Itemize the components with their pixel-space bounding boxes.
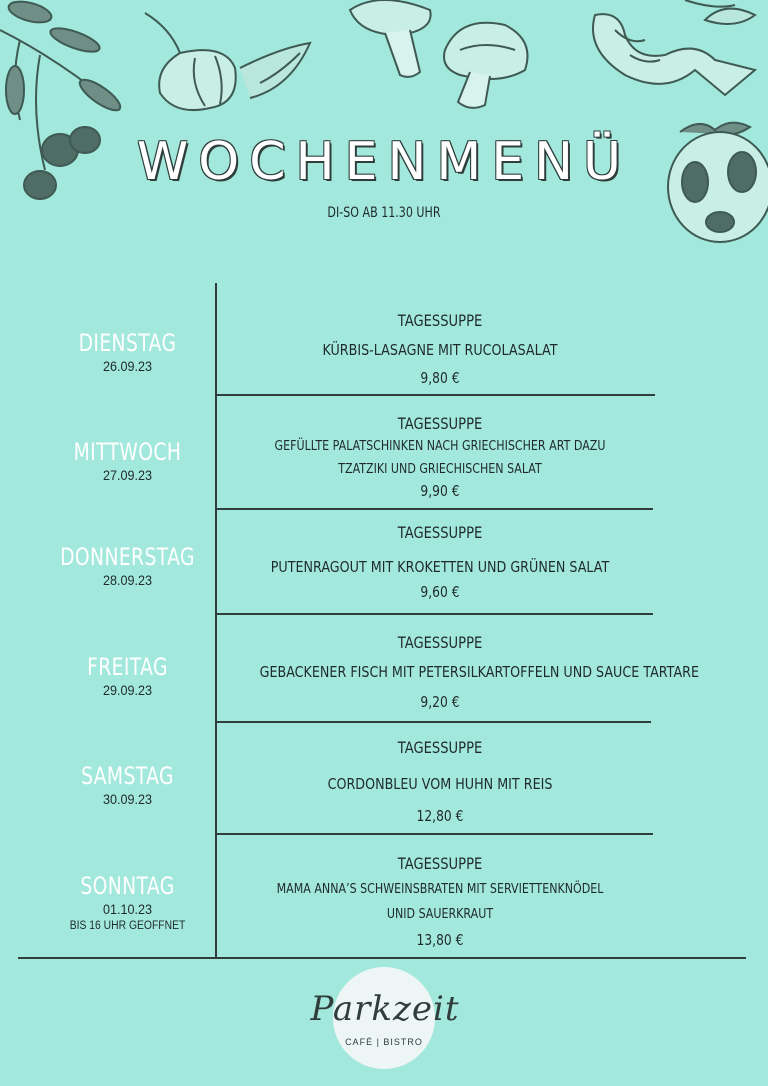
day-date: 28.09.23 [102, 572, 153, 588]
dish-continued: TZATZIKI UND GRIECHISCHEN SALAT [338, 461, 542, 477]
price: 12,80 € [416, 807, 464, 825]
day-label-dienstag [40, 330, 215, 376]
day-name: MITTWOCH [73, 438, 182, 466]
day-label-freitag [40, 654, 215, 700]
row-divider [215, 833, 653, 835]
row-divider [215, 394, 655, 396]
price: 9,90 € [420, 482, 460, 500]
logo-script: Parkzeit [310, 989, 460, 1029]
price: 13,80 € [416, 931, 464, 949]
soup: TAGESSUPPE [397, 633, 483, 652]
price: 9,20 € [420, 693, 460, 711]
day-name: SAMSTAG [81, 762, 174, 790]
day-label-samstag [40, 763, 215, 809]
shrimp-icon [585, 0, 765, 105]
day-date: 01.10.23 [102, 901, 153, 917]
dish-continued: UNID SAUERKRAUT [386, 906, 494, 922]
opening-hours: DI-SO AB 11.30 UHR [327, 205, 441, 221]
bottom-divider [18, 957, 746, 959]
row-divider [215, 721, 651, 723]
day-name: DONNERSTAG [60, 543, 195, 571]
dish: PUTENRAGOUT MIT KROKETTEN UND GRÜNEN SALAT [270, 558, 610, 576]
row-divider [215, 508, 653, 510]
logo-tagline: CAFÉ | BISTRO [345, 1037, 423, 1047]
page-title: WOCHENMENÜ [136, 132, 632, 192]
soup: TAGESSUPPE [397, 414, 483, 433]
day-name: DIENSTAG [78, 329, 177, 357]
dish: MAMA ANNA’S SCHWEINSBRATEN MIT SERVIETTENKNÖDEL [276, 881, 604, 897]
garlic-icon [140, 8, 315, 118]
price: 9,60 € [420, 583, 460, 601]
soup: TAGESSUPPE [397, 854, 483, 873]
row-divider [215, 613, 653, 615]
day-note: BIS 16 UHR GEÖFFNET [69, 920, 186, 932]
dish: GEBACKENER FISCH MIT PETERSILKARTOFFELN UND SAUCE TARTARE [259, 663, 700, 681]
dish: KÜRBIS-LASAGNE MIT RUCOLASALAT [322, 341, 558, 359]
day-label-donnerstag [40, 544, 215, 590]
day-name: SONNTAG [80, 872, 175, 900]
dish: CORDONBLEU VOM HUHN MIT REIS [327, 775, 553, 793]
day-label-sonntag [40, 873, 215, 933]
day-name: FREITAG [87, 653, 168, 681]
soup: TAGESSUPPE [397, 738, 483, 757]
dish: GEFÜLLTE PALATSCHINKEN NACH GRIECHISCHER ART DAZU [274, 438, 606, 454]
day-date: 30.09.23 [102, 791, 153, 807]
mushroom-icon [340, 0, 540, 115]
column-divider [215, 283, 217, 959]
day-date: 26.09.23 [102, 358, 153, 374]
day-date: 27.09.23 [102, 467, 153, 483]
soup: TAGESSUPPE [397, 523, 483, 542]
day-label-mittwoch [40, 439, 215, 485]
price: 9,80 € [420, 369, 460, 387]
day-date: 29.09.23 [102, 682, 153, 698]
logo [310, 967, 460, 1069]
soup: TAGESSUPPE [397, 311, 483, 330]
